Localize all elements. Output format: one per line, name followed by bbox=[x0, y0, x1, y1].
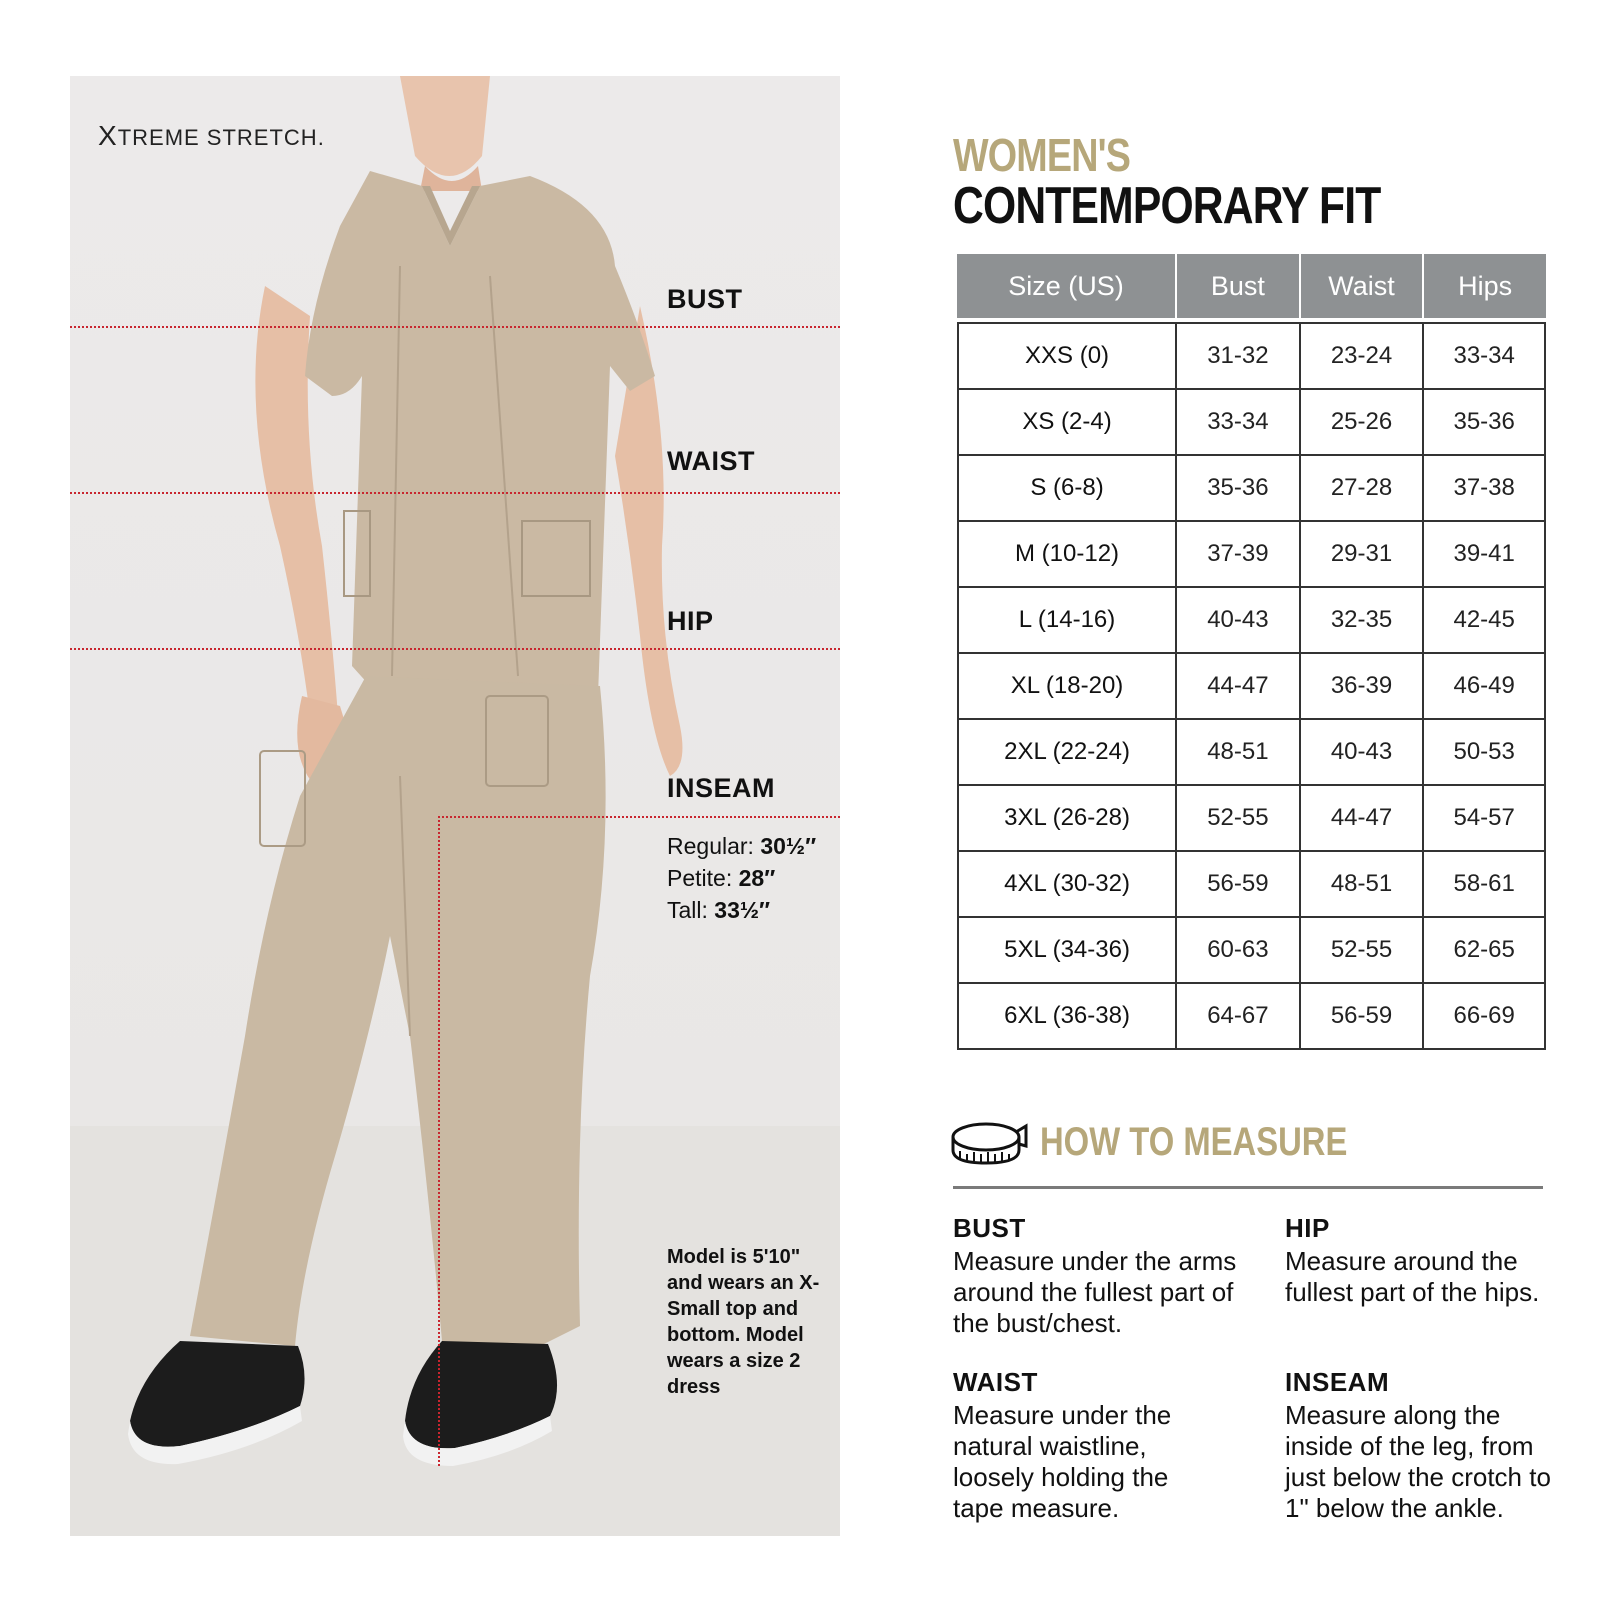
measure-hip-block bbox=[1285, 1213, 1555, 1308]
table-row: L (14-16) 40-43 32-35 42-45 bbox=[957, 588, 1546, 654]
measure-hip-heading: HIP bbox=[1285, 1213, 1330, 1243]
table-row: XXS (0) 31-32 23-24 33-34 bbox=[957, 322, 1546, 390]
section-divider bbox=[953, 1186, 1543, 1189]
inseam-petite: Petite: 28″ bbox=[667, 865, 776, 891]
hip-measure-line bbox=[70, 648, 840, 650]
table-row: M (10-12) 37-39 29-31 39-41 bbox=[957, 522, 1546, 588]
inseam-tall: Tall: 33½″ bbox=[667, 897, 771, 923]
header-bust: Bust bbox=[1177, 254, 1301, 318]
measure-waist-block bbox=[953, 1367, 1213, 1524]
measure-bust-heading: BUST bbox=[953, 1213, 1026, 1243]
brand-logo: XTREME STRETCH. bbox=[98, 120, 325, 151]
title-contemporary-fit: CONTEMPORARY FIT bbox=[953, 177, 1381, 235]
table-row: 5XL (34-36) 60-63 52-55 62-65 bbox=[957, 918, 1546, 984]
measure-inseam-block bbox=[1285, 1367, 1565, 1524]
table-row: S (6-8) 35-36 27-28 37-38 bbox=[957, 456, 1546, 522]
measure-bust-block bbox=[953, 1213, 1263, 1339]
measure-hip-text: Measure around the fullest part of the hips. bbox=[1285, 1246, 1540, 1307]
size-chart-table bbox=[957, 254, 1546, 1050]
bust-label: BUST bbox=[667, 284, 743, 314]
header-hips: Hips bbox=[1424, 254, 1546, 318]
hip-label: HIP bbox=[667, 606, 714, 636]
inseam-vertical-line bbox=[438, 816, 440, 1466]
table-row: 2XL (22-24) 48-51 40-43 50-53 bbox=[957, 720, 1546, 786]
table-header-row bbox=[957, 254, 1546, 318]
measure-inseam-heading: INSEAM bbox=[1285, 1367, 1390, 1397]
title-womens: WOMEN'S bbox=[953, 129, 1131, 181]
table-row: 3XL (26-28) 52-55 44-47 54-57 bbox=[957, 786, 1546, 852]
inseam-regular: Regular: 30½″ bbox=[667, 833, 817, 859]
measure-waist-text: Measure under the natural waistline, loosely holding the tape measure. bbox=[953, 1400, 1172, 1523]
model-photo-panel bbox=[70, 76, 840, 1536]
how-to-measure-title: HOW TO MEASURE bbox=[1040, 1120, 1348, 1164]
measure-waist-heading: WAIST bbox=[953, 1367, 1038, 1397]
measure-bust-text: Measure under the arms around the fullest part of the bust/chest. bbox=[953, 1246, 1237, 1338]
waist-measure-line bbox=[70, 492, 840, 494]
measure-inseam-text: Measure along the inside of the leg, from just below the crotch to 1" below the ankle. bbox=[1285, 1400, 1551, 1523]
inseam-lengths bbox=[667, 830, 816, 926]
table-row: 4XL (30-32) 56-59 48-51 58-61 bbox=[957, 852, 1546, 918]
tape-measure-icon bbox=[950, 1120, 1028, 1166]
model-size-note: Model is 5'10" and wears an X-Small top and bottom. Model wears a size 2 dress bbox=[667, 1246, 820, 1398]
table-row: XL (18-20) 44-47 36-39 46-49 bbox=[957, 654, 1546, 720]
table-row: XS (2-4) 33-34 25-26 35-36 bbox=[957, 390, 1546, 456]
table-row: 6XL (36-38) 64-67 56-59 66-69 bbox=[957, 984, 1546, 1050]
bust-measure-line bbox=[70, 326, 840, 328]
waist-label: WAIST bbox=[667, 446, 755, 476]
inseam-measure-line bbox=[438, 816, 840, 818]
header-waist: Waist bbox=[1301, 254, 1425, 318]
header-size: Size (US) bbox=[957, 254, 1177, 318]
inseam-label: INSEAM bbox=[667, 773, 776, 803]
